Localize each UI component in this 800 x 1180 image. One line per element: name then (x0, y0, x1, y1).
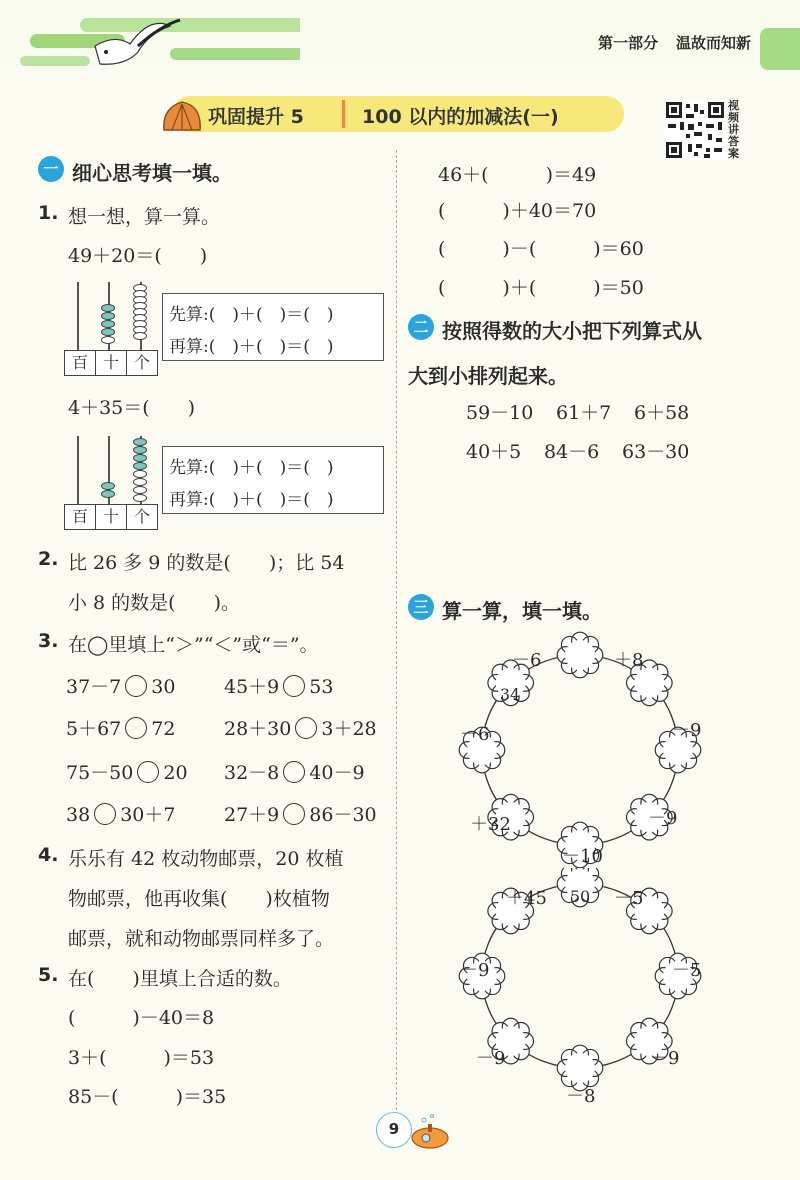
q5-line[interactable]: ( )－( )＝60 (438, 238, 644, 260)
shell-icon (158, 96, 206, 136)
q5-line[interactable]: 85－( )＝35 (68, 1086, 227, 1108)
op-label: －9 (672, 720, 702, 741)
qr-label: 视频讲答案 (728, 99, 739, 160)
expression: 61＋7 (556, 402, 612, 424)
q1-text: 想一想，算一算。 (68, 206, 221, 228)
q2-line2[interactable]: 小 8 的数是( )。 (68, 592, 240, 614)
compare-item[interactable]: 5＋67 72 (66, 718, 176, 740)
first-step[interactable]: 先算:( )＋( )＝( ) (169, 458, 334, 478)
q2-number: 2. (38, 548, 59, 570)
expression: 59－10 (466, 402, 534, 424)
compare-item[interactable]: 75－50 20 (66, 762, 188, 784)
compare-circle (283, 675, 305, 697)
compare-circle (94, 803, 116, 825)
expression: 40＋5 (466, 441, 522, 463)
first-step[interactable]: 先算:( )＋( )＝( ) (169, 305, 334, 325)
op-label: －8 (566, 1086, 596, 1107)
compare-circle (137, 761, 159, 783)
section2-heading-line2: 大到小排列起来。 (408, 364, 568, 388)
page-number: 9 (388, 1120, 400, 1138)
section-badge-2: 二 (408, 314, 434, 340)
op-label: －9 (650, 1048, 680, 1069)
topic-title: 100 以内的加减法(一) (362, 106, 559, 128)
compare-item[interactable]: 37－7 30 (66, 676, 176, 698)
q5-number: 5. (38, 964, 59, 986)
flower-bubble-center (634, 668, 664, 698)
q3-text: 在◯里填上“＞”“＜”或“＝”。 (68, 634, 319, 656)
q1b-expression: 4＋35＝( ) (68, 397, 196, 419)
place-value-labels-2: 百 十 个 (64, 504, 158, 530)
title-divider (342, 100, 345, 128)
compare-circle (283, 761, 305, 783)
section-badge-1: 一 (38, 156, 64, 182)
q4-line1: 乐乐有 42 枚动物邮票，20 枚植 (68, 848, 344, 870)
q2-line1[interactable]: 比 26 多 9 的数是( )；比 54 (68, 552, 345, 574)
q4-line3: 邮票，就和动物邮票同样多了。 (68, 928, 335, 950)
section1-heading: 细心思考填一填。 (72, 161, 232, 185)
q4-line2[interactable]: 物邮票，他再收集( )枚植物 (68, 888, 330, 910)
q5-line[interactable]: 3＋( )＝53 (68, 1047, 215, 1069)
then-step[interactable]: 再算:( )＋( )＝( ) (169, 337, 334, 357)
section-badge-3: 三 (408, 594, 434, 620)
q5-line[interactable]: 46＋( )＝49 (438, 164, 597, 186)
q5-line[interactable]: ( )＋40＝70 (438, 200, 597, 222)
expression: 84－6 (544, 441, 600, 463)
op-label: ＋45 (506, 888, 547, 909)
op-label: －5 (672, 960, 702, 981)
compare-item[interactable]: 38 30＋7 (66, 804, 176, 826)
q4-number: 4. (38, 844, 59, 866)
op-label: ＋8 (614, 650, 644, 671)
section2-heading-line1: 按照得数的大小把下列算式从 (442, 319, 702, 343)
header-section: 第一部分 (598, 34, 659, 52)
place-value-labels-1: 百 十 个 (64, 350, 158, 376)
compare-circle (295, 717, 317, 739)
compare-item[interactable]: 32－8 40－9 (224, 762, 365, 784)
then-step[interactable]: 再算:( )＋( )＝( ) (169, 490, 334, 510)
qr-code[interactable] (664, 100, 726, 160)
q3-number: 3. (38, 630, 59, 652)
compare-circle (125, 717, 147, 739)
seagull-illustration (20, 6, 300, 78)
calc-box-2 (162, 446, 384, 514)
op-label: －6 (460, 724, 490, 745)
flower-bubble-center (565, 1053, 595, 1083)
q5-line[interactable]: ( )＋( )＝50 (438, 277, 644, 299)
op-label: －5 (614, 888, 644, 909)
q1a-expression: 49＋20＝( ) (68, 245, 208, 267)
unit-label: 巩固提升 5 (208, 106, 304, 128)
header-accent-bar (760, 28, 800, 70)
op-label: －9 (460, 960, 490, 981)
calc-box-1 (162, 293, 384, 361)
submarine-icon (408, 1112, 452, 1152)
compare-item[interactable]: 28＋30 3＋28 (224, 718, 377, 740)
column-divider (396, 150, 397, 1110)
op-label: －10 (562, 846, 603, 867)
compare-item[interactable]: 45＋9 53 (224, 676, 334, 698)
op-label: －6 (512, 650, 542, 671)
op-label: －9 (648, 808, 678, 829)
start-number: 34 (499, 685, 521, 704)
compare-circle (283, 803, 305, 825)
expression: 63－30 (622, 441, 690, 463)
op-label: ＋32 (470, 814, 511, 835)
q5-line[interactable]: ( )－40＝8 (68, 1007, 215, 1029)
op-label: －9 (476, 1048, 506, 1069)
start-number: 50 (569, 887, 591, 906)
q5-text: 在( )里填上合适的数。 (68, 968, 292, 990)
compare-circle (125, 675, 147, 697)
expression: 6＋58 (634, 402, 690, 424)
q1-number: 1. (38, 202, 59, 224)
header-motto: 温故而知新 (676, 34, 752, 52)
flower-bubble-center (565, 640, 595, 670)
section3-heading: 算一算，填一填。 (442, 599, 602, 623)
compare-item[interactable]: 27＋9 86－30 (224, 804, 377, 826)
